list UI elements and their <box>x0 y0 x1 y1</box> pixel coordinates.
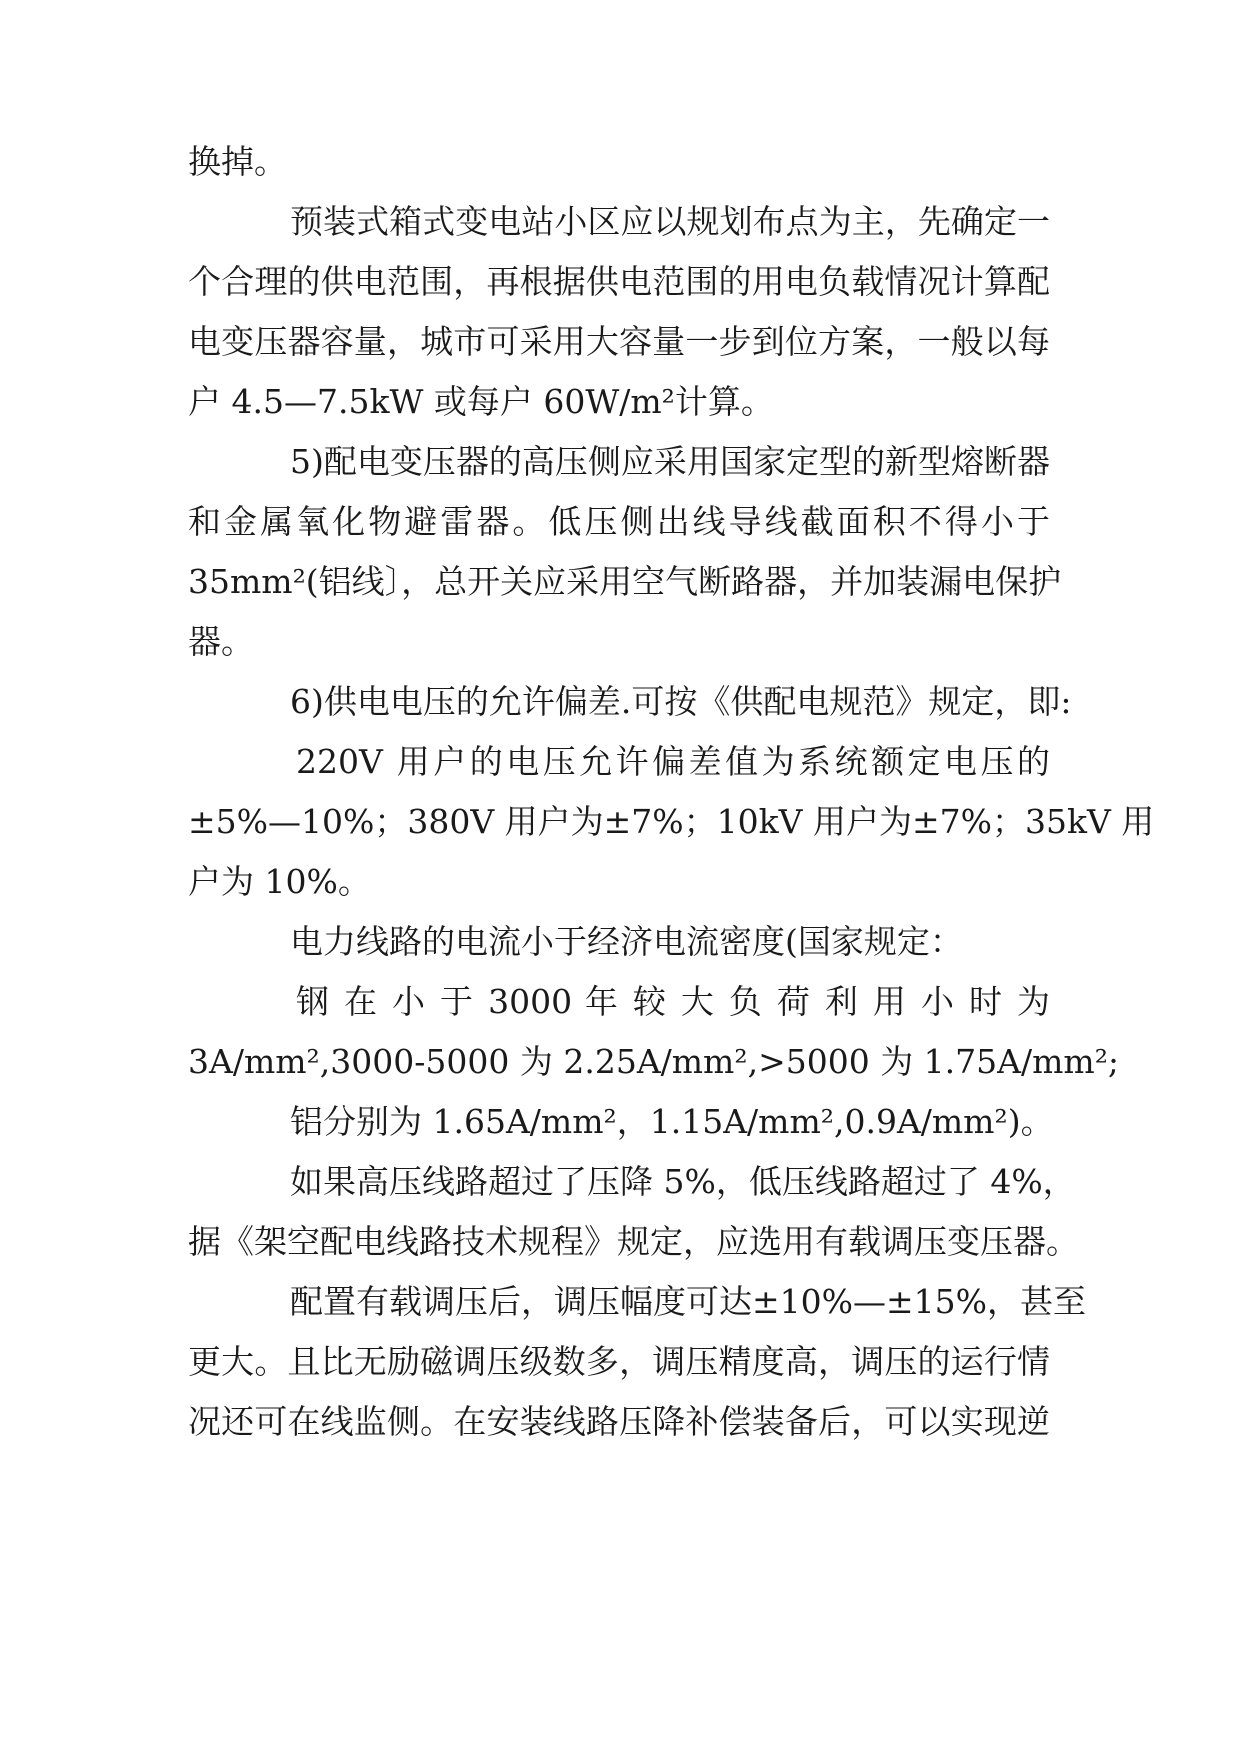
text-line: 户为 10%。 <box>188 862 371 901</box>
text-line: 况还可在线监侧。在安装线路压降补偿装备后，可以实现逆 <box>188 1402 1050 1441</box>
text-line: 预装式箱式变电站小区应以规划布点为主，先确定一 <box>290 202 1050 241</box>
text-line: 35mm²(铝线〕，总开关应采用空气断路器，并加装漏电保护 <box>188 562 1062 601</box>
text-line: 6)供电电压的允许偏差.可按《供配电规范》规定，即: <box>290 682 1072 721</box>
text-line: 电力线路的电流小于经济电流密度(国家规定： <box>290 922 963 961</box>
text-line: ±5%—10%；380V 用户为±7%；10kV 用户为±7%；35kV 用 <box>188 802 1155 841</box>
text-line: 如果高压线路超过了压降 5%，低压线路超过了 4%， <box>290 1162 1076 1201</box>
text-line: 换掉。 <box>188 142 287 181</box>
text-line: 220V 用户的电压允许偏差值为系统额定电压的 <box>296 742 1050 781</box>
text-line: 个合理的供电范围，再根据供电范围的用电负载情况计算配 <box>188 262 1050 301</box>
text-line: 更大。且比无励磁调压级数多，调压精度高，调压的运行情 <box>188 1342 1050 1381</box>
text-line: 3A/mm²,3000-5000 为 2.25A/mm²,>5000 为 1.75A/mm²; <box>188 1042 1120 1081</box>
text-line: 配置有载调压后，调压幅度可达±10%—±15%，甚至 <box>290 1282 1086 1321</box>
text-line: 户 4.5—7.5kW 或每户 60W/m²计算。 <box>188 382 774 421</box>
text-line: 电变压器容量，城市可采用大容量一步到位方案，一般以每 <box>188 322 1050 361</box>
text-line: 5)配电变压器的高压侧应采用国家定型的新型熔断器 <box>290 442 1050 481</box>
text-line: 和金属氧化物避雷器。低压侧出线导线截面积不得小于 <box>188 502 1050 541</box>
text-line: 铝分别为 1.65A/mm²，1.15A/mm²,0.9A/mm²)。 <box>290 1102 1054 1141</box>
text-line: 据《架空配电线路技术规程》规定，应选用有载调压变压器。 <box>188 1222 1079 1261</box>
text-line: 器。 <box>188 622 254 661</box>
text-line: 钢 在 小 于 3000 年 较 大 负 荷 利 用 小 时 为 <box>296 982 1050 1021</box>
